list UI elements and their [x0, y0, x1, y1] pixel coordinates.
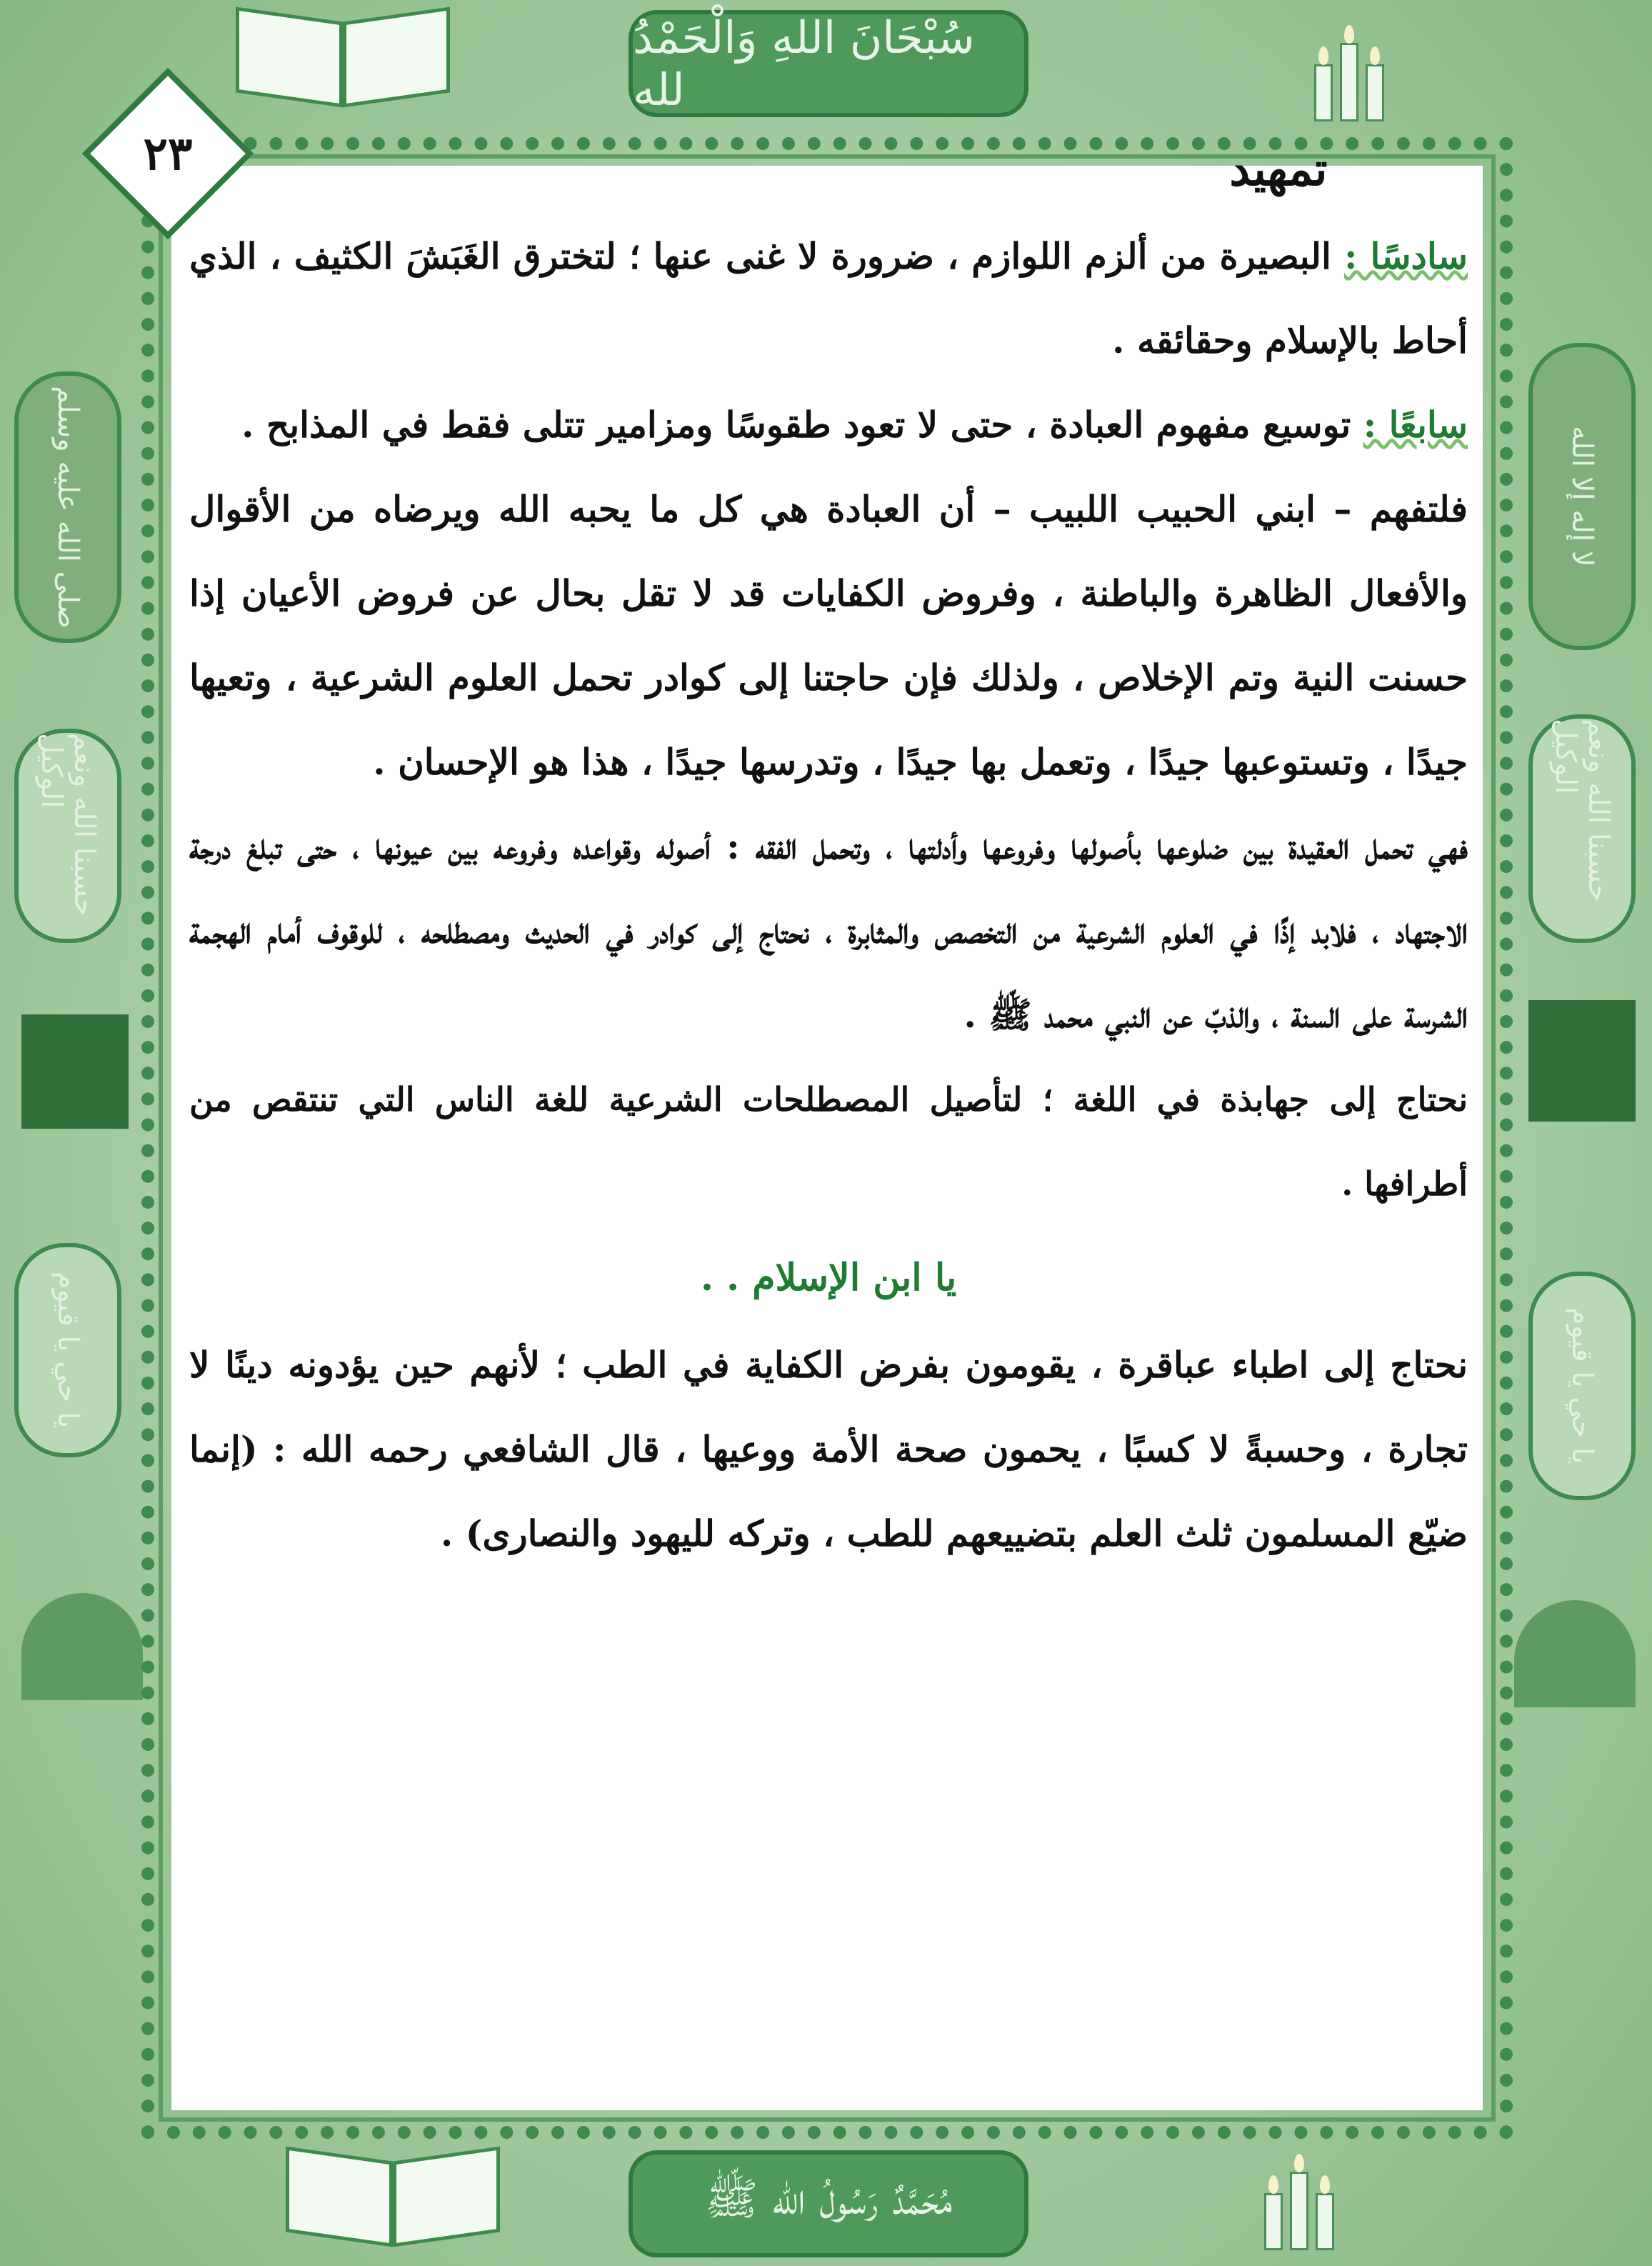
- kaaba-right-icon: [1528, 1000, 1636, 1122]
- paragraph-11: نحتاج إلى اطباء عباقرة ، يقومون بفرض الكفاية في الطب ؛ لأنهم حين يؤدونه دينًا لا تجارة ، وحسبةً لا كسبًا ، يحمون صحة الأمة ووعيها ، قال الشافعي رحمه الله : (إنما ضيّع المسلمون ثلث العلم بتضييعهم للطب ، وتركه لليهود والنصارى) .: [189, 1344, 1468, 1554]
- paragraph-7-text: توسيع مفهوم العبادة ، حتى لا تعود طقوسًا ومزامير تتلى فقط في المذابح .: [241, 404, 1351, 446]
- open-book-bottom-icon: [286, 2154, 500, 2254]
- paragraph-10: نحتاج إلى جهابذة في اللغة ؛ لتأصيل المصطلحات الشرعية للغة الناس التي تنتقص من أطرافها .: [189, 1080, 1468, 1203]
- subheading: يا ابن الإسلام . .: [700, 1256, 957, 1299]
- label-seventh: سابعًا :: [1363, 404, 1468, 446]
- section-title: تمهيد: [1229, 143, 1328, 196]
- side-panel-left-low: يا حي يا قيوم: [14, 1243, 121, 1457]
- candles-icon: [1307, 14, 1393, 121]
- paragraph-6: [189, 214, 1468, 383]
- page-number: ٢٣: [143, 126, 193, 181]
- kaaba-left-icon: [21, 1014, 129, 1129]
- paragraph-7: [189, 383, 1468, 467]
- open-book-icon: [236, 14, 450, 114]
- body-text: [189, 214, 1468, 1576]
- paragraph-9: فهي تحمل العقيدة بين ضلوعها بأصولها وفروعها وأدلتها ، وتحمل الفقه : أصوله وقواعده وفروعه بين عيونها ، حتى تبلغ درجة الاجتهاد ، فلابد إذًا في العلوم الشرعية من التخصص والمثابرة ، نحتاج إلى كوادر في الحديث ومصطلحه ، للوقوف أمام الهجمة الشرسة على السنة ، والذبّ عن النبي محمد ﷺ .: [189, 825, 1468, 1036]
- side-panel-left-top: صلى الله عليه وسلم: [14, 371, 121, 643]
- bottom-banner: مُحَمَّدٌ رَسُولُ الله ﷺ: [629, 2150, 1028, 2257]
- paragraph-8: فلتفهم – ابني الحبيب اللبيب – أن العبادة هي كل ما يحبه الله ويرضاه من الأقوال والأفعال الظاهرة والباطنة ، وفروض الكفايات قد لا تقل بحال عن فروض الأعيان إذا حسنت النية وتم الإخلاص ، ولذلك فإن حاجتنا إلى كوادر تحمل العلوم الشرعية ، وتعيها جيدًا ، وتستوعبها جيدًا ، وتعمل بها جيدًا ، وتدرسها جيدًا ، هذا هو الإحسان .: [189, 488, 1468, 783]
- side-panel-right-low: يا حي يا قيوم: [1528, 1272, 1636, 1500]
- label-sixth: سادسًا :: [1343, 235, 1468, 277]
- candles-bottom-icon: [1257, 2143, 1343, 2250]
- side-panel-right-mid: حسبنا الله ونعم الوكيل: [1528, 714, 1636, 943]
- side-panel-right-top: لا إله إلا الله: [1528, 343, 1636, 650]
- paragraph-6-text: البصيرة من ألزم اللوازم ، ضرورة لا غنى عنها ؛ لتخترق الغَبَشَ الكثيف ، الذي أحاط بالإسلام وحقائقه .: [189, 235, 1468, 361]
- top-banner: سُبْحَانَ اللهِ وَالْحَمْدُ لله: [629, 10, 1028, 117]
- side-panel-left-mid: حسبنا الله ونعم الوكيل: [14, 729, 121, 943]
